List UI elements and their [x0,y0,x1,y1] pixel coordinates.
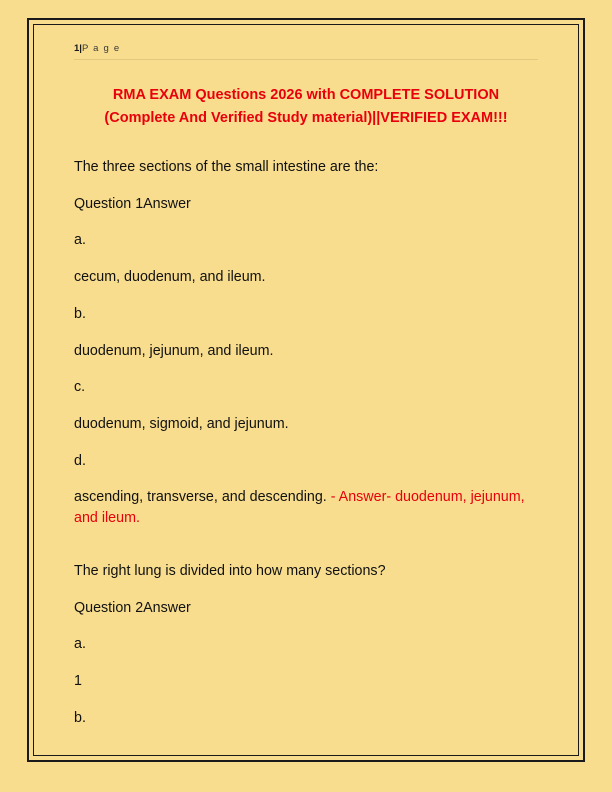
question-2-choice-a-text: 1 [74,673,82,690]
header-page-number: 1 [74,43,80,54]
question-1-choice-b-label: b. [74,305,86,322]
question-2-text: The right lung is divided into how many sections? [74,562,386,579]
page-header [74,43,538,60]
question-1-choice-c-label: c. [74,379,86,396]
page-content-frame [33,24,579,756]
question-2-label: Question 2Answer [74,599,191,616]
question-2-choice-a-label: a. [74,636,86,653]
question-1-choice-a-text: cecum, duodenum, and ileum. [74,269,266,286]
question-1-choice-d-text: ascending, transverse, and descending. [74,489,327,506]
header-separator: | [79,43,82,54]
question-1-choice-a-label: a. [74,232,86,249]
question-1-choice-c-text: duodenum, sigmoid, and jejunum. [74,416,289,432]
document-page [27,18,585,762]
question-1-label: Question 1Answer [74,195,191,212]
section-spacer [74,545,538,561]
question-1-choice-d-line [74,487,538,528]
document-body [74,157,538,729]
page-title: RMA EXAM Questions 2026 with COMPLETE SOLUTION (Complete And Verified Study material)||VERIFIED EXAM!!! [104,87,508,127]
question-1-choice-d-label: d. [74,452,86,469]
question-1-choice-b-text: duodenum, jejunum, and ileum. [74,342,274,359]
question-1-answer: - Answer- duodenum, jejunum, and ileum. [74,489,525,527]
header-page-label: P a g e [81,43,121,54]
question-2-choice-b-label: b. [74,709,86,726]
question-1-text: The three sections of the small intestine are the: [74,158,379,175]
